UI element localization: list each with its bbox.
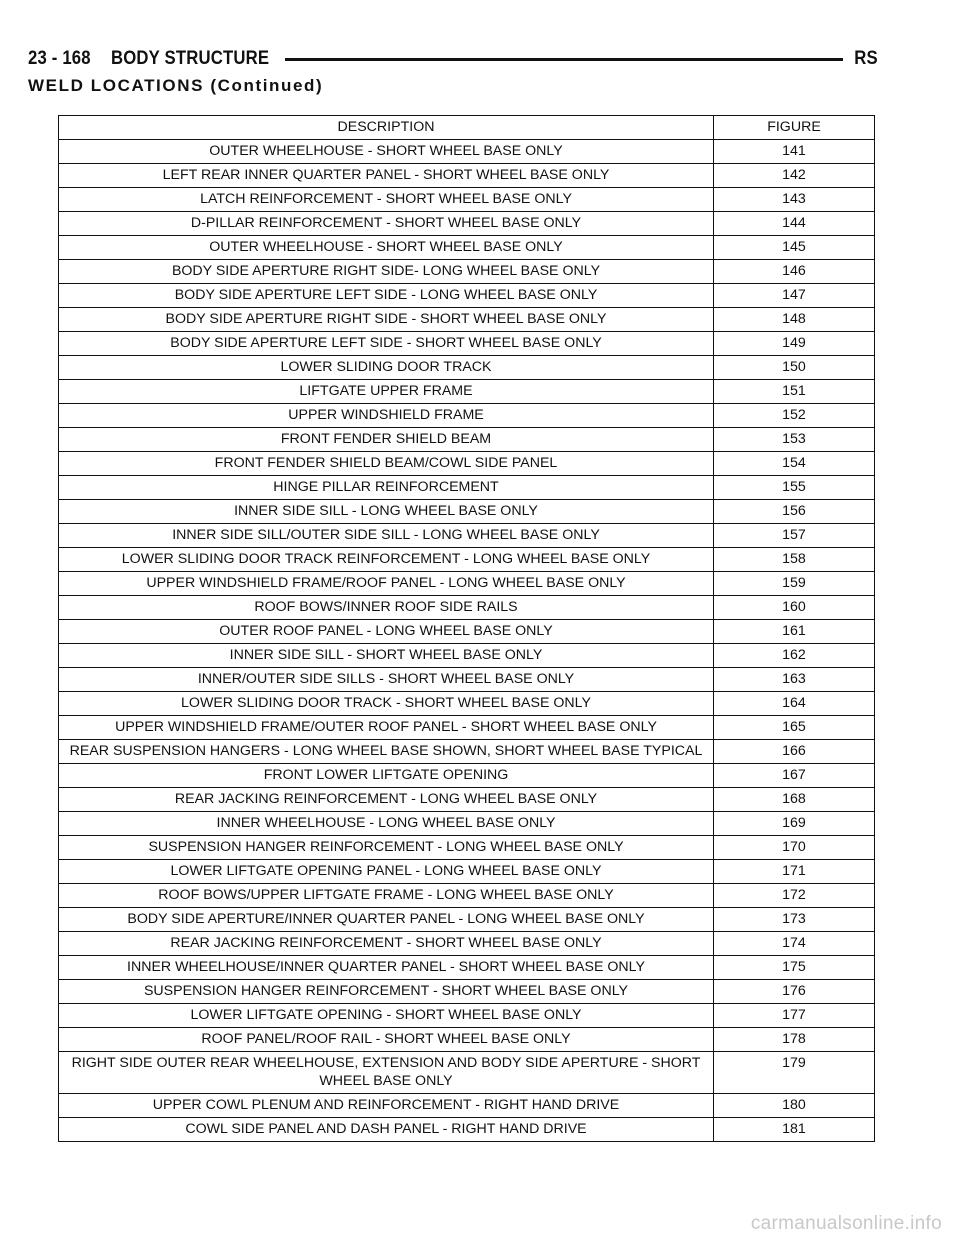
table-row — [59, 572, 875, 596]
description-cell: UPPER WINDSHIELD FRAME/OUTER ROOF PANEL - SHORT WHEEL BASE ONLY — [59, 716, 714, 740]
description-cell: REAR SUSPENSION HANGERS - LONG WHEEL BASE SHOWN, SHORT WHEEL BASE TYPICAL — [59, 740, 714, 764]
table-row — [59, 164, 875, 188]
table-body — [59, 140, 875, 1142]
table-row — [59, 908, 875, 932]
figure-cell: 144 — [714, 212, 875, 236]
figure-cell: 156 — [714, 500, 875, 524]
table-row — [59, 1004, 875, 1028]
description-cell: INNER/OUTER SIDE SILLS - SHORT WHEEL BASE ONLY — [59, 668, 714, 692]
column-header-figure: FIGURE — [714, 116, 875, 140]
table-row — [59, 188, 875, 212]
figure-cell: 180 — [714, 1094, 875, 1118]
figure-cell: 151 — [714, 380, 875, 404]
figure-cell: 147 — [714, 284, 875, 308]
description-cell: SUSPENSION HANGER REINFORCEMENT - SHORT WHEEL BASE ONLY — [59, 980, 714, 1004]
description-cell: UPPER WINDSHIELD FRAME/ROOF PANEL - LONG WHEEL BASE ONLY — [59, 572, 714, 596]
table-row — [59, 692, 875, 716]
description-cell: FRONT FENDER SHIELD BEAM — [59, 428, 714, 452]
figure-cell: 160 — [714, 596, 875, 620]
description-cell: INNER WHEELHOUSE - LONG WHEEL BASE ONLY — [59, 812, 714, 836]
description-cell: OUTER WHEELHOUSE - SHORT WHEEL BASE ONLY — [59, 236, 714, 260]
table-row — [59, 476, 875, 500]
figure-cell: 161 — [714, 620, 875, 644]
description-cell: BODY SIDE APERTURE/INNER QUARTER PANEL - LONG WHEEL BASE ONLY — [59, 908, 714, 932]
description-cell: REAR JACKING REINFORCEMENT - SHORT WHEEL BASE ONLY — [59, 932, 714, 956]
description-cell: FRONT LOWER LIFTGATE OPENING — [59, 764, 714, 788]
figure-cell: 142 — [714, 164, 875, 188]
table-row — [59, 836, 875, 860]
table-row — [59, 668, 875, 692]
table-row — [59, 212, 875, 236]
description-cell: LATCH REINFORCEMENT - SHORT WHEEL BASE ONLY — [59, 188, 714, 212]
page-number: 23 - 168 — [28, 48, 91, 69]
table-row — [59, 260, 875, 284]
table-header-row — [59, 116, 875, 140]
description-cell: INNER WHEELHOUSE/INNER QUARTER PANEL - SHORT WHEEL BASE ONLY — [59, 956, 714, 980]
description-cell: LIFTGATE UPPER FRAME — [59, 380, 714, 404]
table-row — [59, 548, 875, 572]
column-header-description: DESCRIPTION — [59, 116, 714, 140]
table-row — [59, 500, 875, 524]
figure-cell: 171 — [714, 860, 875, 884]
figure-cell: 163 — [714, 668, 875, 692]
watermark: carmanualsonline.info — [750, 1213, 942, 1234]
figure-cell: 175 — [714, 956, 875, 980]
figure-cell: 170 — [714, 836, 875, 860]
description-cell: HINGE PILLAR REINFORCEMENT — [59, 476, 714, 500]
figure-cell: 152 — [714, 404, 875, 428]
table-row — [59, 788, 875, 812]
description-cell: UPPER WINDSHIELD FRAME — [59, 404, 714, 428]
table-row — [59, 764, 875, 788]
description-cell: RIGHT SIDE OUTER REAR WHEELHOUSE, EXTENSION AND BODY SIDE APERTURE - SHORT WHEEL BASE ONLY — [59, 1052, 714, 1094]
table-row — [59, 1028, 875, 1052]
table-row — [59, 644, 875, 668]
description-cell: BODY SIDE APERTURE RIGHT SIDE - SHORT WHEEL BASE ONLY — [59, 308, 714, 332]
description-cell: BODY SIDE APERTURE LEFT SIDE - SHORT WHEEL BASE ONLY — [59, 332, 714, 356]
description-cell: UPPER COWL PLENUM AND REINFORCEMENT - RIGHT HAND DRIVE — [59, 1094, 714, 1118]
description-cell: LOWER SLIDING DOOR TRACK — [59, 356, 714, 380]
weld-locations-table — [58, 115, 875, 1142]
description-cell: INNER SIDE SILL - LONG WHEEL BASE ONLY — [59, 500, 714, 524]
model-code: RS — [854, 48, 878, 69]
table-row — [59, 1094, 875, 1118]
description-cell: REAR JACKING REINFORCEMENT - LONG WHEEL BASE ONLY — [59, 788, 714, 812]
figure-cell: 150 — [714, 356, 875, 380]
description-cell: ROOF BOWS/UPPER LIFTGATE FRAME - LONG WHEEL BASE ONLY — [59, 884, 714, 908]
table-row — [59, 524, 875, 548]
table-row — [59, 380, 875, 404]
figure-cell: 153 — [714, 428, 875, 452]
table-row — [59, 932, 875, 956]
figure-cell: 176 — [714, 980, 875, 1004]
table-row — [59, 428, 875, 452]
figure-cell: 162 — [714, 644, 875, 668]
figure-cell: 145 — [714, 236, 875, 260]
table-row — [59, 620, 875, 644]
description-cell: BODY SIDE APERTURE RIGHT SIDE- LONG WHEEL BASE ONLY — [59, 260, 714, 284]
description-cell: INNER SIDE SILL - SHORT WHEEL BASE ONLY — [59, 644, 714, 668]
table-row — [59, 1052, 875, 1094]
table-row — [59, 956, 875, 980]
figure-cell: 158 — [714, 548, 875, 572]
table-row — [59, 812, 875, 836]
table-row — [59, 716, 875, 740]
description-cell: COWL SIDE PANEL AND DASH PANEL - RIGHT HAND DRIVE — [59, 1118, 714, 1142]
page-header — [28, 46, 878, 72]
description-cell: LOWER LIFTGATE OPENING - SHORT WHEEL BASE ONLY — [59, 1004, 714, 1028]
table-row — [59, 596, 875, 620]
table-row — [59, 452, 875, 476]
figure-cell: 168 — [714, 788, 875, 812]
figure-cell: 174 — [714, 932, 875, 956]
figure-cell: 155 — [714, 476, 875, 500]
figure-cell: 148 — [714, 308, 875, 332]
table-row — [59, 884, 875, 908]
description-cell: LOWER LIFTGATE OPENING PANEL - LONG WHEEL BASE ONLY — [59, 860, 714, 884]
table-row — [59, 980, 875, 1004]
figure-cell: 172 — [714, 884, 875, 908]
description-cell: LOWER SLIDING DOOR TRACK - SHORT WHEEL BASE ONLY — [59, 692, 714, 716]
figure-cell: 169 — [714, 812, 875, 836]
header-rule — [285, 58, 843, 61]
figure-cell: 177 — [714, 1004, 875, 1028]
description-cell: OUTER ROOF PANEL - LONG WHEEL BASE ONLY — [59, 620, 714, 644]
table-row — [59, 404, 875, 428]
figure-cell: 143 — [714, 188, 875, 212]
description-cell: OUTER WHEELHOUSE - SHORT WHEEL BASE ONLY — [59, 140, 714, 164]
figure-cell: 167 — [714, 764, 875, 788]
table-row — [59, 308, 875, 332]
table-row — [59, 284, 875, 308]
table-row — [59, 860, 875, 884]
description-cell: ROOF PANEL/ROOF RAIL - SHORT WHEEL BASE ONLY — [59, 1028, 714, 1052]
description-cell: FRONT FENDER SHIELD BEAM/COWL SIDE PANEL — [59, 452, 714, 476]
table-row — [59, 356, 875, 380]
figure-cell: 173 — [714, 908, 875, 932]
table-row — [59, 740, 875, 764]
figure-cell: 157 — [714, 524, 875, 548]
table-row — [59, 236, 875, 260]
figure-cell: 181 — [714, 1118, 875, 1142]
description-cell: INNER SIDE SILL/OUTER SIDE SILL - LONG WHEEL BASE ONLY — [59, 524, 714, 548]
table-row — [59, 332, 875, 356]
table-row — [59, 140, 875, 164]
description-cell: BODY SIDE APERTURE LEFT SIDE - LONG WHEEL BASE ONLY — [59, 284, 714, 308]
description-cell: LEFT REAR INNER QUARTER PANEL - SHORT WHEEL BASE ONLY — [59, 164, 714, 188]
section-title: BODY STRUCTURE — [111, 48, 270, 69]
description-cell: ROOF BOWS/INNER ROOF SIDE RAILS — [59, 596, 714, 620]
figure-cell: 149 — [714, 332, 875, 356]
figure-cell: 141 — [714, 140, 875, 164]
description-cell: SUSPENSION HANGER REINFORCEMENT - LONG WHEEL BASE ONLY — [59, 836, 714, 860]
figure-cell: 179 — [714, 1052, 875, 1094]
page-subtitle: WELD LOCATIONS (Continued) — [28, 76, 324, 95]
description-cell: D-PILLAR REINFORCEMENT - SHORT WHEEL BASE ONLY — [59, 212, 714, 236]
figure-cell: 166 — [714, 740, 875, 764]
figure-cell: 165 — [714, 716, 875, 740]
figure-cell: 146 — [714, 260, 875, 284]
description-cell: LOWER SLIDING DOOR TRACK REINFORCEMENT - LONG WHEEL BASE ONLY — [59, 548, 714, 572]
figure-cell: 154 — [714, 452, 875, 476]
figure-cell: 159 — [714, 572, 875, 596]
table-row — [59, 1118, 875, 1142]
figure-cell: 178 — [714, 1028, 875, 1052]
figure-cell: 164 — [714, 692, 875, 716]
